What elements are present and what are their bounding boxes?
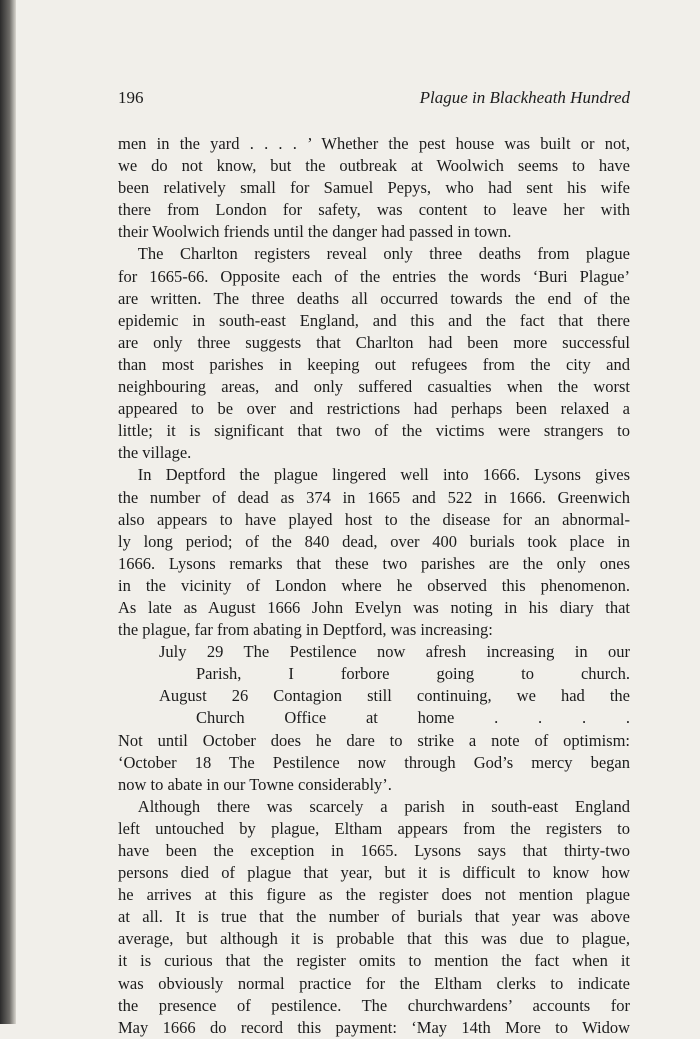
text-line: left untouched by plague, Eltham appears from the registers to xyxy=(118,818,630,838)
text-line: the number of dead as 374 in 1665 and 522 in 1666. Greenwich xyxy=(118,487,630,507)
text-line: May 1666 do record this payment: ‘May 14th More to Widow xyxy=(118,1017,630,1037)
text-line: than most parishes in keeping out refugees from the city and xyxy=(118,354,630,374)
quote-line: August 26 Contagion still continuing, we had the xyxy=(159,686,630,706)
text-line: little; it is significant that two of the victims were strangers to xyxy=(118,421,630,441)
text-line: Although there was scarcely a parish in south-east England xyxy=(137,796,630,816)
paragraph-pepys xyxy=(118,133,630,243)
text-line: we do not know, but the outbreak at Woolwich seems to have xyxy=(118,156,630,176)
text-line: the village. xyxy=(118,443,192,463)
text-line: also appears to have played host to the disease for an abnormal- xyxy=(118,509,630,529)
text-line: their Woolwich friends until the danger had passed in town. xyxy=(118,222,512,242)
text-line: he arrives at this figure as the register does not mention plague xyxy=(118,885,630,905)
quote-line: July 29 The Pestilence now afresh increasing in our xyxy=(159,642,630,662)
text-line: at all. It is true that the number of burials that year was above xyxy=(118,907,630,927)
page-number: 196 xyxy=(118,88,144,107)
text-line: the presence of pestilence. The churchwardens’ accounts for xyxy=(118,995,630,1015)
text-line: in the vicinity of London where he observed this phenomenon. xyxy=(118,575,630,595)
text-line: As late as August 1666 John Evelyn was noting in his diary that xyxy=(118,597,630,617)
text-line: have been the exception in 1665. Lysons says that thirty-two xyxy=(118,841,630,860)
text-line: 1666. Lysons remarks that these two parishes are the only ones xyxy=(118,553,630,573)
text-line: persons died of plague that year, but it is difficult to know how xyxy=(118,863,630,883)
text-line: In Deptford the plague lingered well into 1666. Lysons gives xyxy=(137,465,630,485)
diary-quote xyxy=(118,641,630,729)
text-line: Not until October does he dare to strike a note of optimism: xyxy=(118,730,630,750)
paragraph-deptford xyxy=(118,464,630,641)
text-line: was obviously normal practice for the Eltham clerks to indicate xyxy=(118,973,630,993)
quote-line: Parish, I forbore going to church. xyxy=(196,664,630,684)
page-header xyxy=(118,88,630,112)
text-line: ly long period; of the 840 dead, over 400 burials took place in xyxy=(118,531,630,551)
text-line: men in the yard . . . . ’ Whether the pest house was built or not, xyxy=(118,134,630,153)
text-line: epidemic in south-east England, and this and the fact that there xyxy=(118,310,630,330)
paragraph-charlton xyxy=(118,243,630,464)
book-page xyxy=(118,88,630,1039)
text-line: are only three suggests that Charlton had been more successful xyxy=(118,332,630,352)
text-line: The Charlton registers reveal only three deaths from plague xyxy=(137,244,630,264)
text-line: neighbouring areas, and only suffered casualties when the worst xyxy=(118,377,630,397)
text-line: for 1665-66. Opposite each of the entries the words ‘Buri Plague’ xyxy=(118,266,630,286)
text-line: the plague, far from abating in Deptford, was increasing: xyxy=(118,620,493,640)
text-line: there from London for safety, was content to leave her with xyxy=(118,200,630,220)
quote-line: Church Office at home . . . . xyxy=(196,708,630,728)
running-title: Plague in Blackheath Hundred xyxy=(419,88,630,107)
text-line: been relatively small for Samuel Pepys, who had sent his wife xyxy=(118,178,630,198)
text-line: appeared to be over and restrictions had perhaps been relaxed a xyxy=(118,399,630,419)
text-line: average, but although it is probable that this was due to plague, xyxy=(118,929,630,949)
paragraph-eltham xyxy=(118,796,630,1039)
text-line: ‘October 18 The Pestilence now through God’s mercy began xyxy=(118,752,630,772)
text-line: it is curious that the register omits to mention the fact when it xyxy=(118,951,630,971)
text-line: now to abate in our Towne considerably’. xyxy=(118,774,392,794)
page-body xyxy=(118,133,630,1039)
paragraph-october xyxy=(118,730,630,796)
text-line: are written. The three deaths all occurred towards the end of the xyxy=(118,288,630,308)
book-gutter-shadow xyxy=(0,0,16,1024)
